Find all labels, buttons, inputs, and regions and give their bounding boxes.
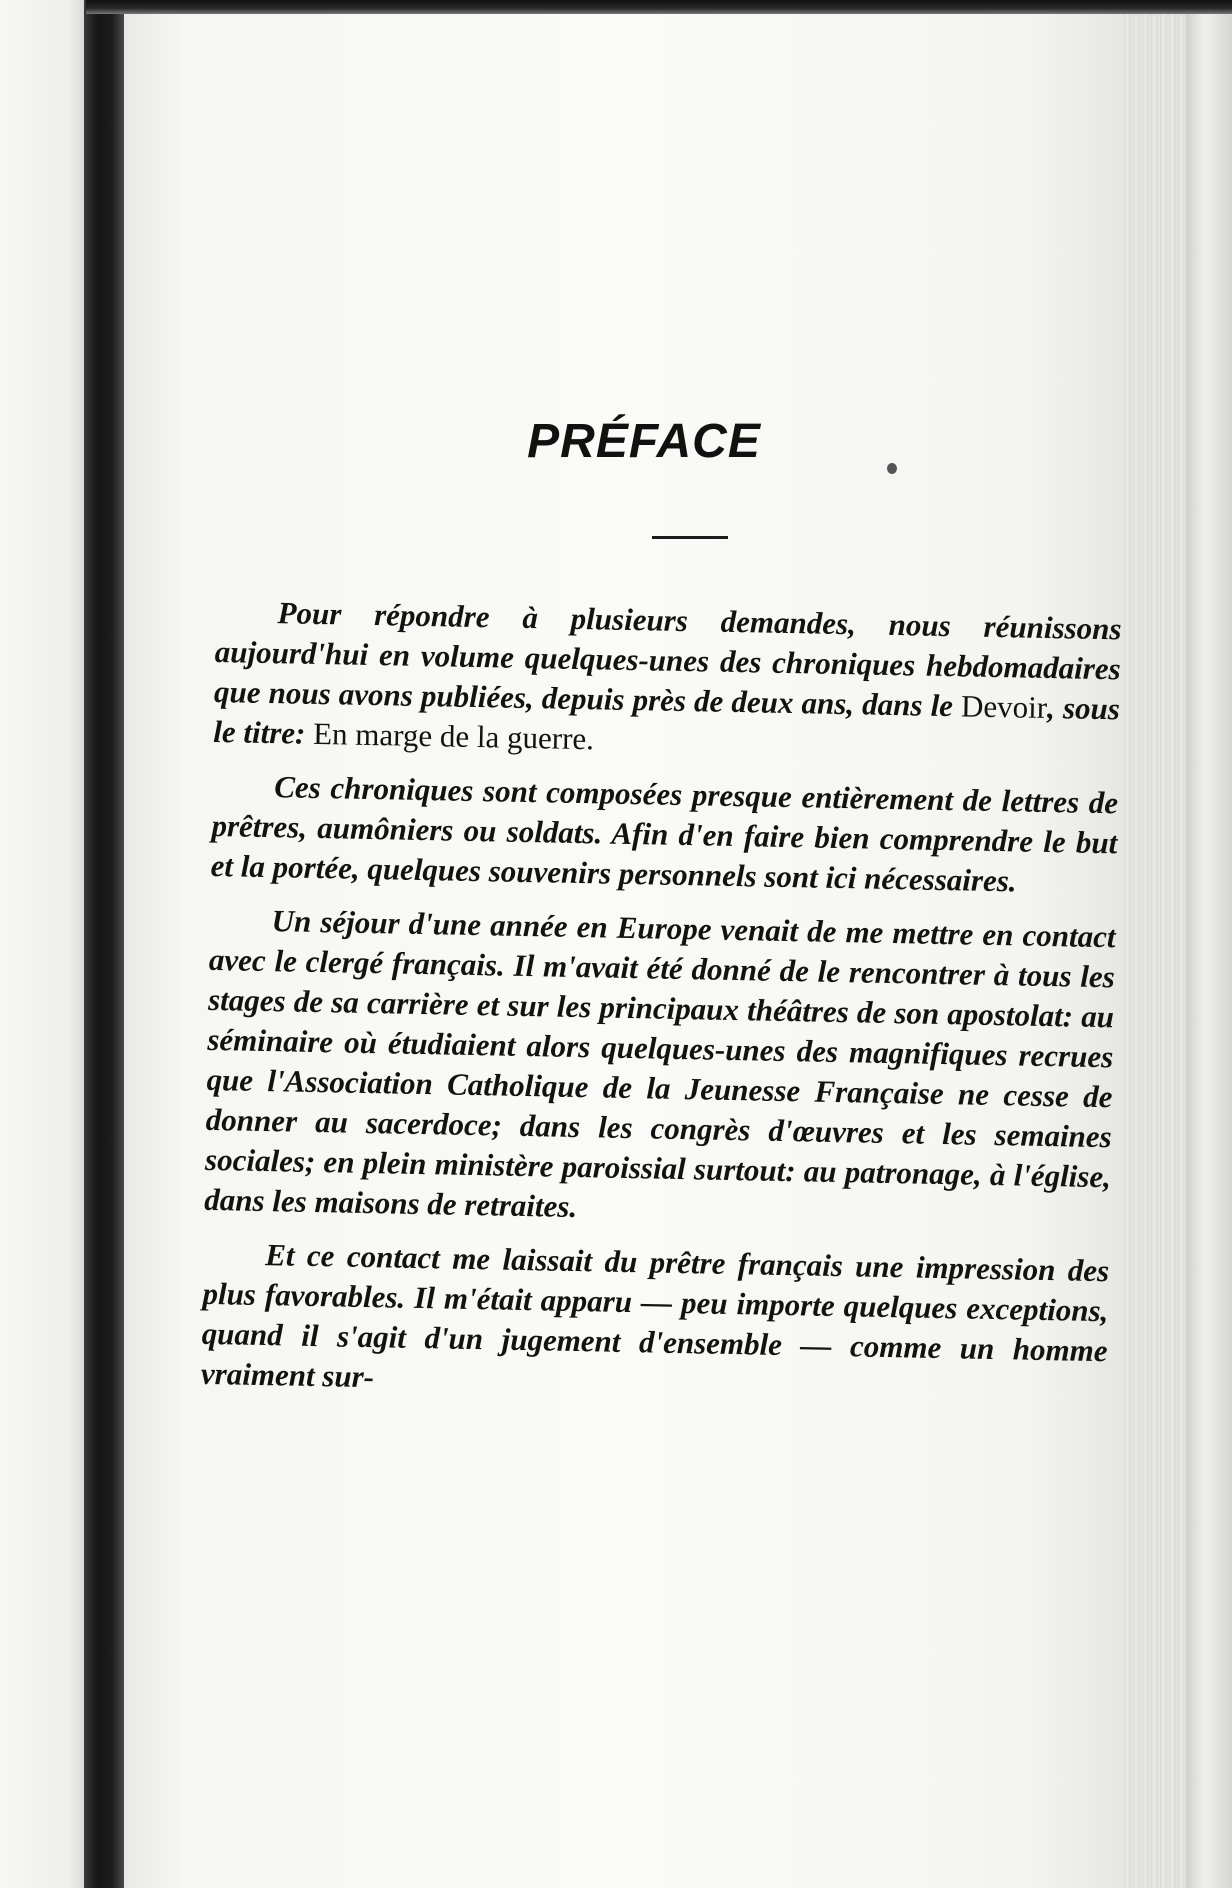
paragraph [201, 1234, 1110, 1411]
text-segment: Et ce contact me laissait du prêtre français une impression des plus favorables. Il m'était apparu — peu importe quelques exceptions, quand il s'agit d'un jugement d'ensemble — comme un homme vraiment sur- [200, 1237, 1110, 1395]
column-title: En marge de la guerre. [312, 715, 595, 757]
paragraph [204, 900, 1116, 1237]
book-gutter [84, 0, 124, 1888]
book-page [124, 14, 1124, 1888]
text-segment: , sous le titre: [212, 689, 1121, 751]
scan-top-edge [86, 0, 1232, 14]
paragraph [213, 592, 1122, 769]
text-segment: Ces chroniques sont composées presque entièrement de lettres de prêtres, aumôniers ou soldats. Afin d'en faire bien comprendre le but et la portée, quelques souvenirs personnels sont ici nécessaires. [210, 769, 1119, 899]
newspaper-name: Devoir [960, 688, 1048, 725]
title-rule [652, 536, 728, 539]
paragraph [210, 766, 1118, 903]
facing-page-margin [0, 0, 86, 1888]
text-segment: Un séjour d'une année en Europe venait de me mettre en contact avec le clergé français. Il m'avait été donné de le rencontrer à tous les stages de sa carrière et sur les principaux théâtres de son apostolat: au séminaire où étudiaient alors quelques-unes des magnifiques recrues que l'Association Catholique de la Jeunesse Française ne cesse de donner au sacerdoce; dans les congrès d'œuvres et les semaines sociales; en plein ministère paroissial surtout: au patronage, à l'église, dans les maisons de retraites. [204, 903, 1116, 1225]
body-text [200, 592, 1121, 1425]
page-edges-fore-edge [1186, 14, 1232, 1888]
page-title: PRÉFACE [527, 415, 761, 468]
text-segment: Pour répondre à plusieurs demandes, nous réunissons aujourd'hui en volume quelques-unes des chroniques hebdomadaires que nous avons publiées, depuis près de deux ans, dans le [213, 595, 1122, 724]
